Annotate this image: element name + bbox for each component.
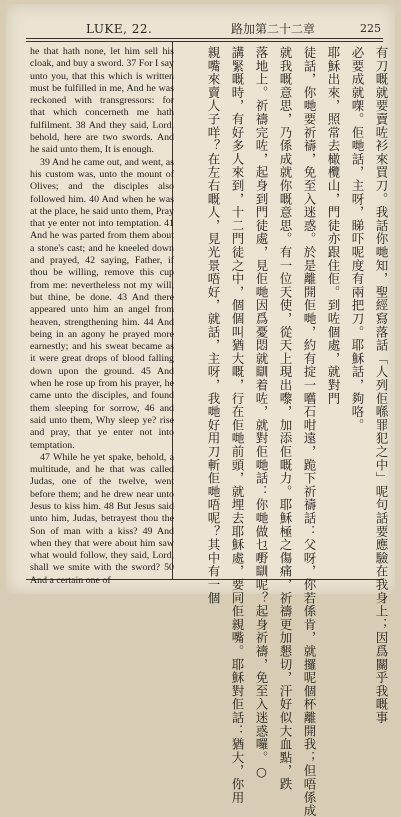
- chinese-column: 落地上。祈禱完咗，起身到門徒處，見佢哋因爲憂悶就瞓着咗，就對佢哋話：你哋做乜嘢瞓呢？起身祈禱，免至入迷惑囉。○: [254, 46, 269, 780]
- chinese-column: 就我嘅意思，乃係成就你嘅意思。有一位天使，從天上現出嚟，加添佢嘅力。耶穌極之傷痛，祈禱更加懇切，汗好似大血點，跌: [278, 46, 293, 791]
- english-paragraph: he that hath none, let him sell his cloak, and buy a sword. 37 For I say unto you, that this which is written must be fulfilled in me, And he was reckoned with transgressors: for that which concerneth me hath fulfilment. 38 And they said, Lord, behold, here are two swords. And he said unto them, It is enough.: [30, 46, 174, 156]
- english-paragraph: 47 While he yet spake, behold, a multitude, and he that was called Judas, one of the twelve, went before them; and he drew near unto Jesus to kiss him. 48 But Jesus said unto him, Judas, betrayest thou the Son of man with a kiss? 49 And when they that were about him saw what would follow, they said, Lord, shall we smite with the sword? 50 And a certain one of: [30, 451, 174, 586]
- chinese-column: 徒話，你哋要祈禱，免至入迷惑。於是離開佢哋，約有掟一嚿石咁遠，跪下祈禱話：父呀，你若係肯，就攞呢個杯離開我；但唔係成: [302, 46, 317, 817]
- page-number: 225: [360, 22, 381, 35]
- chinese-column: 講緊嘅時，有好多人來到，十二門徒之中，個個叫猶大嘅，行在佢哋前頭，就埋去耶穌處，要同佢親嘴。耶穌對佢話：猶大，你用: [230, 46, 245, 805]
- book-page: [6, 4, 395, 817]
- header-rule: [26, 38, 383, 39]
- header-chinese-title: 路加第二十二章: [231, 22, 316, 36]
- english-text-column: [30, 46, 174, 586]
- chinese-column: 有刀嘅就要賣咗衫來買刀。我話你哋知，聖經寫落話「人列佢喺罪犯之中」呢句話要應驗在我身上；因爲關乎我嘅事: [374, 46, 389, 725]
- chinese-column: 親嘴來賣人子咩？在左右嘅人，見光景唔好，就話，主呀，我哋好用刀斬佢哋唔呢？其中有一個: [206, 46, 221, 605]
- running-header: [16, 18, 385, 40]
- chinese-text-column: [180, 46, 389, 817]
- english-paragraph: 39 And he came out, and went, as his custom was, unto the mount of Olives; and the disciples also followed him. 40 And when he was at the place, he said unto them, Pray that ye enter not into temptation. 41 And he was parted from them about a stone's cast; and he kneeled down and prayed, 42 saying, Father, if thou be willing, remove this cup from me: nevertheless not my will, but thine, be done. 43 And there appeared unto him an angel from heaven, strengthening him. 44 And being in an agony he prayed more earnestly; and his sweat became as it were great drops of blood falling down upon the ground. 45 And when he rose up from his prayer, he came unto the disciples, and found them sleeping for sorrow, 46 and said unto them, Why sleep ye? rise and pray, that ye enter not into temptation.: [30, 156, 174, 451]
- chinese-column: 必要成就㗎。佢哋話，主呀，睇吓呢度有兩把刀。耶穌話，夠咯。: [350, 46, 365, 432]
- chinese-column: 耶穌出來，照常去橄欖山，門徒亦跟住佢。到咗個處，就對門: [326, 46, 341, 406]
- header-rule-inner: [26, 41, 383, 42]
- header-book-chapter: LUKE, 22.: [86, 22, 153, 36]
